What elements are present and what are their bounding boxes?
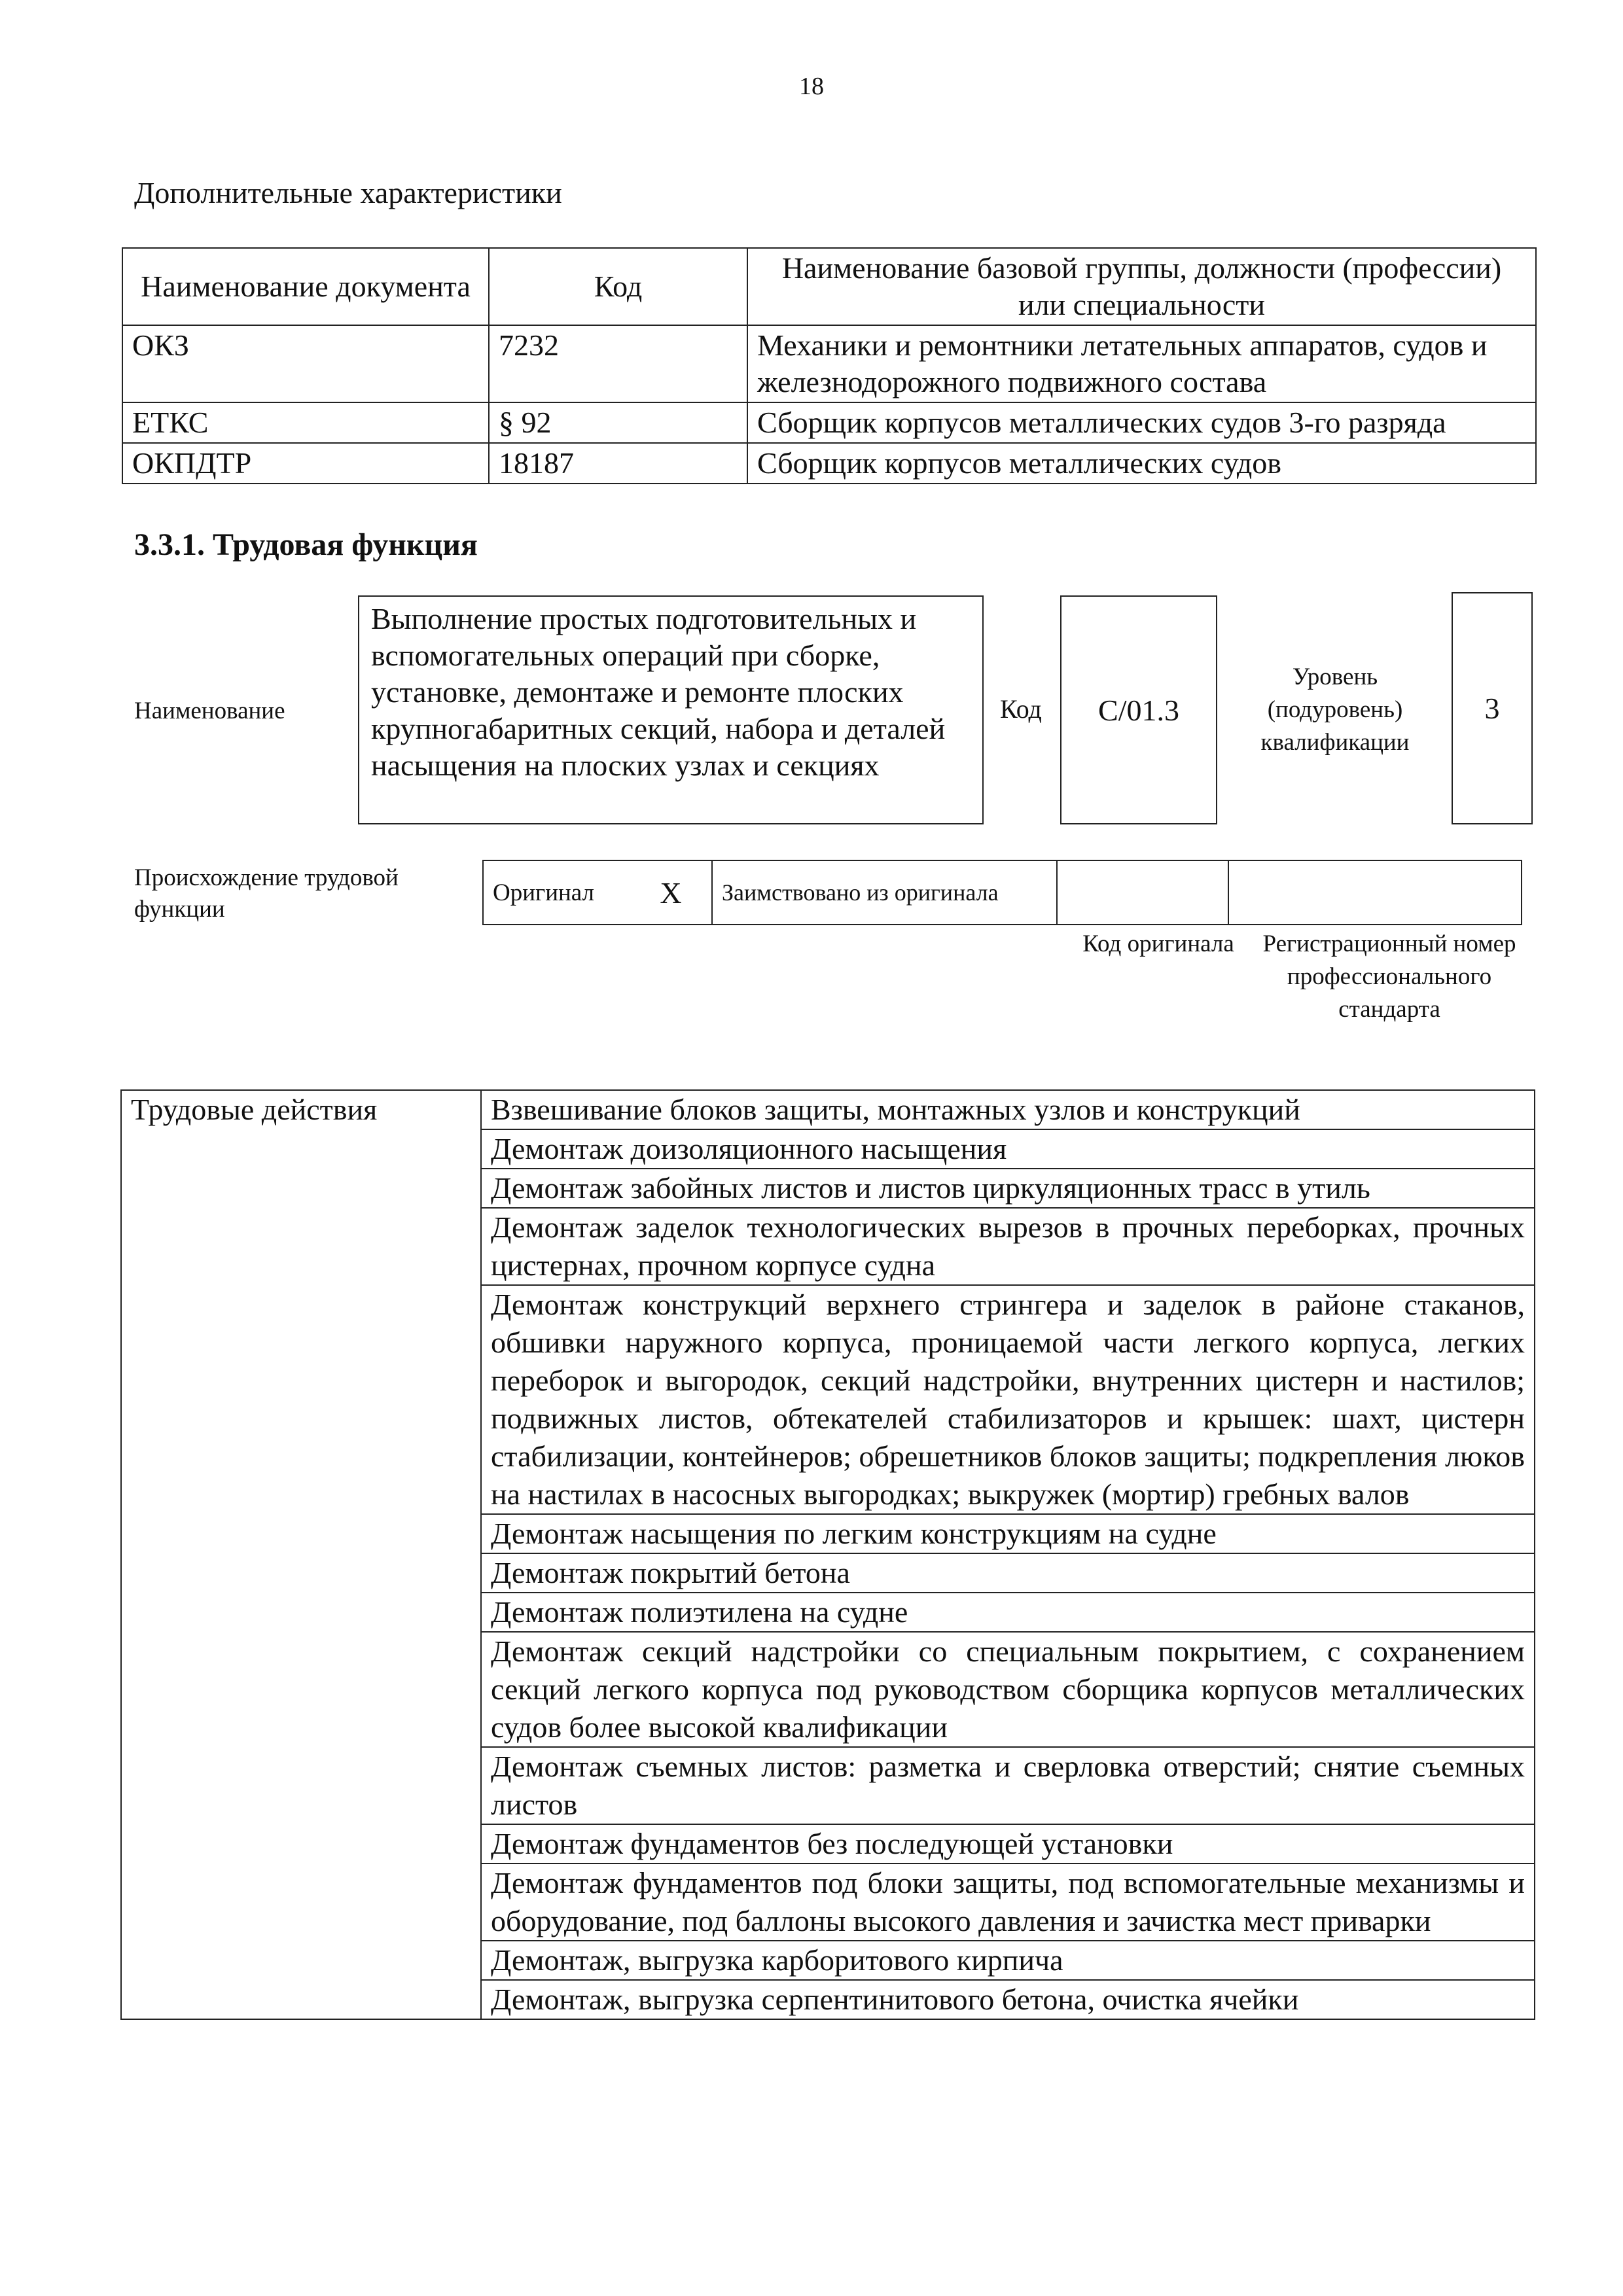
original-code-cell (1057, 860, 1228, 925)
labor-action-item: Демонтаж насыщения по легким конструкциям на судне (481, 1514, 1535, 1553)
origin-table (482, 860, 1522, 925)
original-code-caption: Код оригинала (1082, 930, 1234, 957)
labor-action-item: Демонтаж полиэтилена на судне (481, 1593, 1535, 1632)
labor-action-item: Демонтаж, выгрузка серпентинитового бетона, очистка ячейки (481, 1980, 1535, 2019)
function-code-value: C/01.3 (1098, 693, 1179, 727)
function-code-label: Код (1000, 694, 1042, 724)
header-group-name: Наименование базовой группы, должности (профессии) или специальности (747, 248, 1536, 325)
origin-row (483, 860, 1522, 925)
code-cell: § 92 (489, 402, 747, 443)
original-label-cell: Оригинал (483, 860, 630, 925)
table-row (122, 325, 1536, 402)
labor-actions-table (120, 1089, 1535, 2020)
code-cell: 18187 (489, 443, 747, 484)
function-code-box (1060, 595, 1217, 824)
group-cell: Сборщик корпусов металлических судов (747, 443, 1536, 484)
doc-cell: ОКПДТР (122, 443, 489, 484)
section-title: 3.3.1. Трудовая функция (134, 527, 478, 562)
qualification-level-label: Уровень (подуровень) квалификации (1260, 663, 1410, 756)
labor-action-item: Демонтаж фундаментов под блоки защиты, под вспомогательные механизмы и оборудование, под баллоны высокого давления и зачистка мест приварки (481, 1863, 1535, 1941)
qualification-level-box (1452, 592, 1533, 824)
labor-action-item: Демонтаж заделок технологических вырезов в прочных переборках, прочных цистернах, прочном корпусе судна (481, 1208, 1535, 1285)
group-cell: Сборщик корпусов металлических судов 3-го разряда (747, 402, 1536, 443)
labor-action-item: Демонтаж забойных листов и листов циркуляционных трасс в утиль (481, 1169, 1535, 1208)
labor-action-item: Демонтаж съемных листов: разметка и сверловка отверстий; снятие съемных листов (481, 1747, 1535, 1824)
table-row (122, 402, 1536, 443)
doc-cell: ОКЗ (122, 325, 489, 402)
additional-characteristics-heading: Дополнительные характеристики (134, 176, 562, 209)
labor-action-item: Демонтаж конструкций верхнего стрингера и заделок в районе стаканов, обшивки наружного корпуса, проницаемой части легкого корпуса, легких переборок и выгородок, секций надстройки, внутренних цистерн и настилов; подвижных листов, обтекателей стабилизаторов и крышек: шахт, цистерн стабилизации, контейнеров; обрешетников блоков защиты; подкрепления люков на настилах в насосных выгородках; выкружек (мортир) гребных валов (481, 1285, 1535, 1514)
registration-number-caption: Регистрационный номер профессионального стандарта (1262, 930, 1516, 1023)
labor-action-item: Демонтаж, выгрузка карборитового кирпича (481, 1941, 1535, 1980)
labor-action-item: Демонтаж фундаментов без последующей установки (481, 1824, 1535, 1863)
registration-number-cell (1228, 860, 1522, 925)
table-row (121, 1090, 1535, 1129)
group-cell: Механики и ремонтники летательных аппаратов, судов и железнодорожного подвижного состава (747, 325, 1536, 402)
original-mark-cell: X (630, 860, 712, 925)
additional-characteristics-table (122, 247, 1537, 484)
labor-action-item: Взвешивание блоков защиты, монтажных узлов и конструкций (481, 1090, 1535, 1129)
header-code: Код (489, 248, 747, 325)
function-name-label: Наименование (134, 698, 285, 724)
header-document-name: Наименование документа (122, 248, 489, 325)
table-row (122, 443, 1536, 484)
function-name-box: Выполнение простых подготовительных и вспомогательных операций при сборке, установке, демонтаже и ремонте плоских крупногабаритных секций, набора и деталей насыщения на плоских узлах и секциях (358, 595, 984, 824)
doc-cell: ЕТКС (122, 402, 489, 443)
labor-actions-label: Трудовые действия (121, 1090, 481, 2019)
page-number: 18 (799, 73, 824, 100)
labor-action-item: Демонтаж секций надстройки со специальным покрытием, с сохранением секций легкого корпуса под руководством сборщика корпусов металлических судов более высокой квалификации (481, 1632, 1535, 1747)
labor-action-item: Демонтаж покрытий бетона (481, 1553, 1535, 1593)
origin-label: Происхождение трудовой функции (134, 864, 399, 923)
code-cell: 7232 (489, 325, 747, 402)
labor-action-item: Демонтаж доизоляционного насыщения (481, 1129, 1535, 1169)
borrowed-label-cell: Заимствовано из оригинала (712, 860, 1057, 925)
table-header-row (122, 248, 1536, 325)
qualification-level-value: 3 (1484, 692, 1500, 725)
